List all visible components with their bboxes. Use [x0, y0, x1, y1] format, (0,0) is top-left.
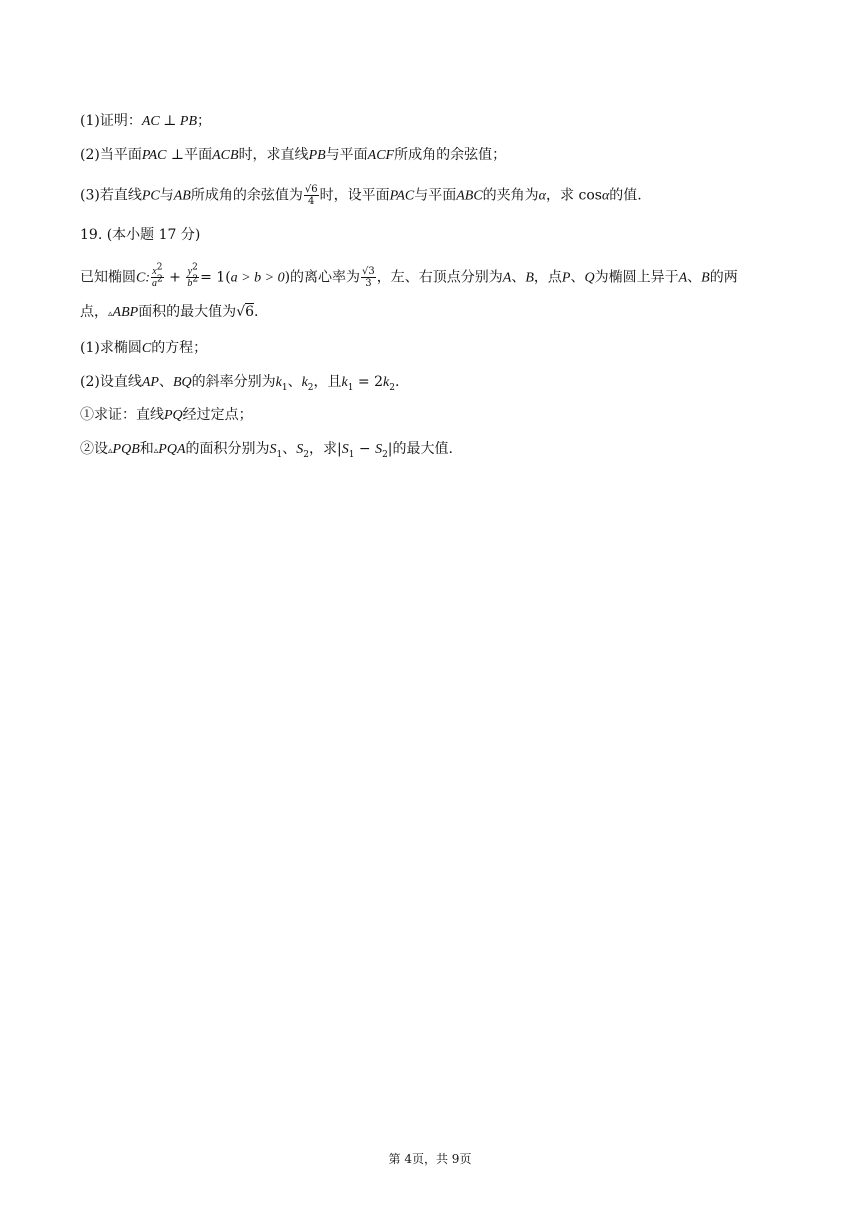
- subscript: 1: [347, 382, 354, 393]
- text: 与平面: [414, 187, 457, 204]
- fraction-x2-a2: [151, 262, 164, 289]
- math: PB: [308, 148, 326, 163]
- text: ②设: [80, 441, 108, 457]
- math: A: [502, 270, 512, 286]
- math: α: [601, 188, 610, 204]
- text: 经过定点；: [182, 407, 253, 423]
- text: 、: [287, 374, 302, 390]
- sqrt-symbol: √: [236, 304, 246, 320]
- text: 时，设平面: [319, 187, 390, 204]
- fraction-denominator: [151, 274, 164, 289]
- math: k: [275, 375, 282, 390]
- text: 的离心率为: [290, 269, 361, 286]
- math: AC ⊥ PB: [141, 114, 198, 129]
- math: |: [387, 441, 393, 457]
- text: 的斜率分别为: [191, 374, 276, 390]
- math: α: [538, 188, 547, 204]
- text: ⊥平面: [166, 147, 213, 163]
- text: 和: [139, 441, 154, 457]
- math: PQB: [112, 442, 140, 457]
- q19-subpart1: [80, 405, 253, 426]
- math: PQ: [164, 408, 183, 423]
- text: 已知椭圆: [80, 269, 136, 286]
- subscript: 1: [348, 449, 355, 460]
- q19-stem-line1: 已知椭圆C: $\frac{x^2}{a^2}$ + $\frac{y^2}{b^2}$ = 1(a > b > 0)的离心率为 $\frac{√3}{3}$ ，左、右顶点分别为A、B，点P、Q为椭圆上异于A、B的两: [80, 262, 738, 289]
- text: 的值.: [609, 187, 642, 204]
- page-footer: 第 4页，共 9页: [388, 1152, 472, 1166]
- subscript: 1: [276, 449, 283, 460]
- text: 的面积分别为: [185, 441, 270, 457]
- text: 、: [511, 269, 526, 286]
- superscript: 2: [156, 262, 163, 273]
- math: A: [678, 270, 688, 286]
- math: PC: [141, 188, 160, 204]
- math: x: [152, 266, 157, 277]
- subscript: 2: [382, 449, 388, 460]
- math: PAC: [389, 188, 415, 204]
- math: B: [525, 270, 534, 286]
- fraction-numerator: √6: [304, 184, 318, 195]
- fraction-denominator: 3: [365, 278, 372, 289]
- text: 的夹角为: [482, 187, 539, 204]
- math: y: [187, 266, 193, 277]
- text: 、: [687, 269, 702, 286]
- q19-stem-line2: [80, 302, 258, 324]
- text: ，且: [313, 374, 342, 390]
- subscript: 2: [389, 382, 395, 393]
- math: k: [301, 375, 308, 390]
- text: ，左、右顶点分别为: [376, 269, 503, 286]
- subscript: 2: [307, 382, 314, 393]
- text: ，求: [308, 441, 337, 457]
- text: 所成角的余弦值；: [394, 147, 507, 163]
- math: S: [269, 442, 277, 457]
- math: S: [375, 442, 383, 457]
- fraction: [304, 184, 319, 207]
- math: C: [141, 341, 152, 356]
- math: = 1(: [200, 269, 231, 286]
- text: (1)求椭圆: [80, 340, 142, 356]
- math: AB: [173, 188, 191, 204]
- text: .: [394, 374, 400, 390]
- math: = 2: [353, 374, 384, 390]
- fraction-denominator: [186, 274, 199, 289]
- text: ，求 cos: [546, 187, 602, 204]
- math: ABP: [112, 305, 139, 320]
- text: 时，求直线: [238, 147, 309, 163]
- superscript: 2: [192, 274, 199, 285]
- q19-header: 19. (本小题 17 分): [80, 227, 201, 243]
- fraction-y2-b2: [186, 262, 199, 289]
- text: 的方程；: [151, 340, 208, 356]
- triangle-symbol: ▵: [153, 446, 159, 456]
- subscript: 1: [281, 382, 288, 393]
- q19-part2: [80, 372, 399, 393]
- text: ①求证：直线: [80, 407, 164, 423]
- math: S: [296, 442, 304, 457]
- superscript: 2: [192, 262, 198, 273]
- math: P: [561, 270, 571, 286]
- math: −: [354, 441, 376, 457]
- text: ；: [197, 113, 212, 129]
- text: (2)当平面: [80, 147, 142, 163]
- superscript: 2: [157, 274, 163, 285]
- math: B: [701, 270, 710, 286]
- math: a > b > 0: [230, 270, 285, 286]
- text: 、: [282, 441, 297, 457]
- math: C:: [136, 270, 150, 286]
- text: 、: [570, 269, 585, 286]
- math: ABC: [456, 188, 483, 204]
- text: 点，: [80, 304, 108, 320]
- math: 6: [245, 304, 255, 320]
- q19-subpart2: [80, 439, 453, 461]
- math: ACB: [212, 148, 239, 163]
- math: |: [336, 441, 342, 457]
- text: 为椭圆上异于: [594, 269, 679, 286]
- triangle-symbol: ▵: [108, 309, 113, 319]
- math: BQ: [172, 375, 192, 390]
- fraction-denominator: 4: [308, 196, 315, 207]
- math: k: [341, 375, 348, 390]
- text: (2)设直线: [80, 374, 142, 390]
- math: PAC: [141, 148, 167, 163]
- text: 、: [158, 374, 173, 390]
- q18-part3: [80, 184, 642, 207]
- text: 的两: [709, 269, 738, 286]
- math: b: [187, 278, 193, 289]
- fraction-numerator: √3: [362, 266, 375, 277]
- q18-part1: [80, 111, 211, 132]
- math: ACF: [367, 148, 395, 163]
- text: 与平面: [325, 147, 368, 163]
- text: (3)若直线: [80, 187, 142, 204]
- text: 所成角的余弦值为: [190, 187, 303, 204]
- math: k: [383, 375, 390, 390]
- text: 的最大值.: [392, 441, 453, 457]
- subscript: 2: [303, 449, 309, 460]
- math: Q: [584, 270, 595, 286]
- text: (1)证明：: [80, 113, 142, 129]
- fraction-eccentricity: [361, 266, 376, 289]
- math: ): [284, 269, 291, 286]
- math: a: [152, 278, 157, 289]
- q18-part2: [80, 145, 506, 166]
- text: 面积的最大值为: [138, 304, 237, 320]
- q19-part1: [80, 338, 207, 359]
- math: AP: [141, 375, 159, 390]
- triangle-symbol: ▵: [108, 446, 113, 456]
- math: PQA: [158, 442, 186, 457]
- math: S: [341, 442, 349, 457]
- text: .: [254, 304, 259, 320]
- text: ，点: [533, 269, 562, 286]
- text: 与: [159, 187, 174, 204]
